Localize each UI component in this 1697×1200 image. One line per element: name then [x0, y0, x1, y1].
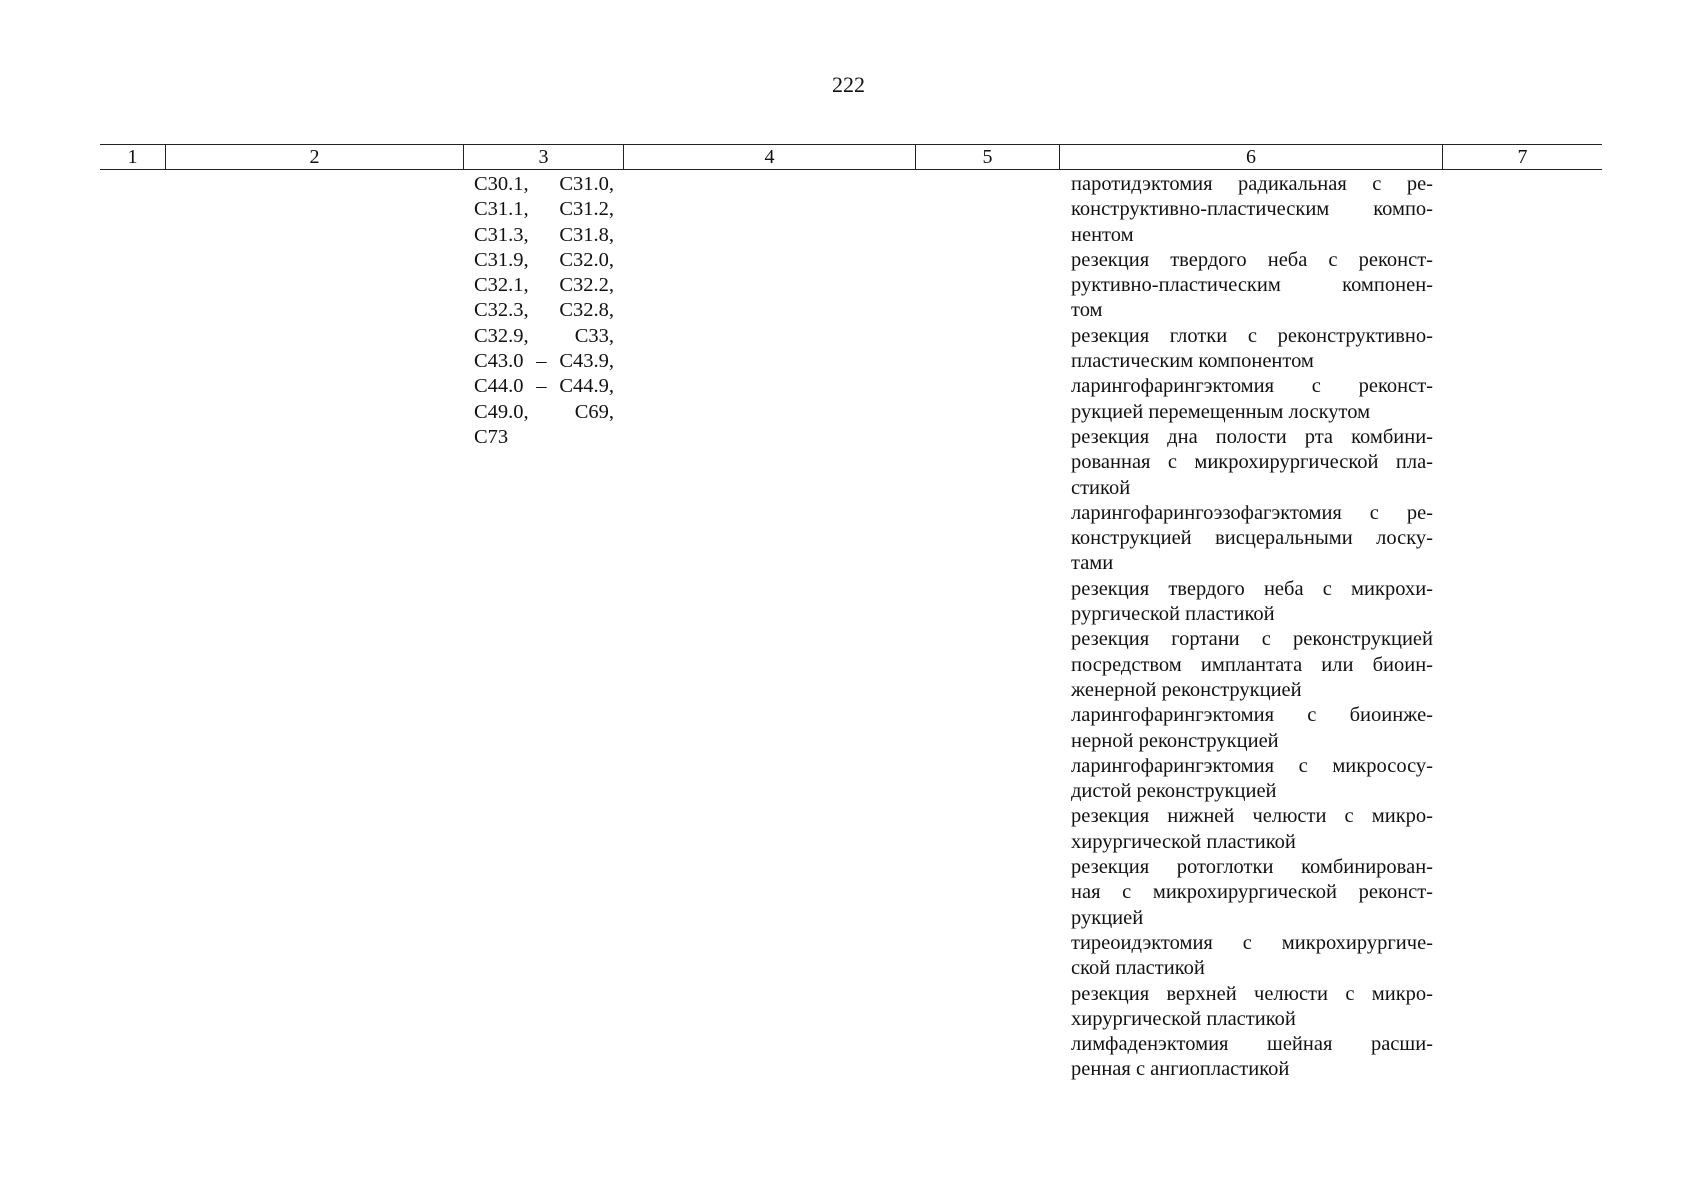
code-line: С43.0 – С43.9,	[474, 350, 614, 373]
procedure-item	[1071, 804, 1433, 855]
code-line: С31.9, С32.0,	[474, 248, 614, 271]
table-header-row	[100, 144, 1602, 170]
procedure-item	[1071, 248, 1433, 324]
header-col-4: 4	[624, 145, 916, 169]
procedure-item	[1071, 577, 1433, 628]
procedure-line: резекция твердого неба с реконст-	[1071, 248, 1433, 271]
header-col-1: 1	[100, 145, 166, 169]
procedure-item	[1071, 324, 1433, 375]
procedure-line: резекция нижней челюсти с микро-	[1071, 805, 1433, 828]
procedure-line: дистой реконструкцией	[1071, 780, 1277, 803]
procedure-line: резекция ротоглотки комбинирован-	[1071, 856, 1433, 879]
procedure-line: рукцией	[1071, 906, 1144, 929]
procedure-line: руктивно-пластическим компонен-	[1071, 274, 1433, 297]
procedure-line: стикой	[1071, 476, 1131, 499]
procedure-item	[1071, 374, 1433, 425]
code-line: С32.1, С32.2,	[474, 274, 614, 297]
header-col-6: 6	[1060, 145, 1443, 169]
header-col-3: 3	[464, 145, 624, 169]
code-line: С31.3, С31.8,	[474, 223, 614, 246]
code-line: С30.1, С31.0,	[474, 173, 614, 195]
procedure-line: тами	[1071, 552, 1114, 575]
procedure-item	[1071, 1032, 1433, 1083]
procedure-item	[1071, 172, 1433, 248]
procedure-line: рургической пластикой	[1071, 603, 1275, 626]
procedure-line: резекция гортани с реконструкцией	[1071, 628, 1433, 651]
procedure-item	[1071, 501, 1433, 577]
procedure-line: резекция твердого неба с микрохи-	[1071, 577, 1433, 600]
code-line: С32.9, С33,	[474, 324, 614, 347]
procedure-line: лимфаденэктомия шейная расши-	[1071, 1033, 1433, 1056]
procedure-item	[1071, 982, 1433, 1033]
procedure-line: ской пластикой	[1071, 957, 1205, 980]
procedure-item	[1071, 627, 1433, 703]
procedure-item	[1071, 425, 1433, 501]
procedure-line: конструктивно-пластическим компо-	[1071, 198, 1433, 221]
procedure-line: паротидэктомия радикальная с ре-	[1071, 173, 1433, 195]
procedure-line: ларингофарингэктомия с реконст-	[1071, 375, 1433, 398]
procedure-line: пластическим компонентом	[1071, 350, 1314, 373]
procedure-line: женерной реконструкцией	[1071, 678, 1302, 701]
procedure-line: ная с микрохирургической реконст-	[1071, 881, 1433, 904]
header-col-5: 5	[916, 145, 1060, 169]
procedure-line: рованная с микрохирургической пла-	[1071, 451, 1433, 474]
procedure-item	[1071, 931, 1433, 982]
procedure-line: резекция верхней челюсти с микро-	[1071, 982, 1433, 1005]
procedures-cell	[1071, 172, 1433, 1083]
header-col-2: 2	[166, 145, 464, 169]
procedure-line: ренная с ангиопластикой	[1071, 1058, 1290, 1081]
procedure-line: нентом	[1071, 223, 1134, 246]
procedure-line: ларингофарингэктомия с микрососу-	[1071, 754, 1433, 777]
procedure-item	[1071, 855, 1433, 931]
procedure-item	[1071, 754, 1433, 805]
procedure-line: рукцией перемещенным лоскутом	[1071, 400, 1371, 423]
procedure-line: резекция глотки с реконструктивно-	[1071, 324, 1433, 347]
procedure-line: хирургической пластикой	[1071, 830, 1296, 853]
page-number: 222	[832, 72, 865, 97]
procedure-line: нерной реконструкцией	[1071, 729, 1279, 752]
code-line: С32.3, С32.8,	[474, 299, 614, 322]
code-line: С44.0 – С44.9,	[474, 375, 614, 398]
procedure-line: ларингофарингоэзофагэктомия с ре-	[1071, 501, 1433, 524]
procedure-line: том	[1071, 299, 1103, 322]
procedure-line: конструкцией висцеральными лоску-	[1071, 527, 1433, 550]
code-line: С31.1, С31.2,	[474, 198, 614, 221]
procedure-line: ларингофарингэктомия с биоинже-	[1071, 704, 1433, 727]
header-col-7: 7	[1517, 146, 1528, 168]
procedure-line: хирургической пластикой	[1071, 1007, 1296, 1030]
procedure-item	[1071, 703, 1433, 754]
code-line: С73	[474, 425, 509, 448]
code-line: С49.0, С69,	[474, 400, 614, 423]
diagnosis-codes-cell	[474, 172, 614, 450]
procedure-line: тиреоидэктомия с микрохирургиче-	[1071, 931, 1433, 954]
procedure-line: посредством имплантата или биоин-	[1071, 653, 1433, 676]
procedure-line: резекция дна полости рта комбини-	[1071, 425, 1433, 448]
